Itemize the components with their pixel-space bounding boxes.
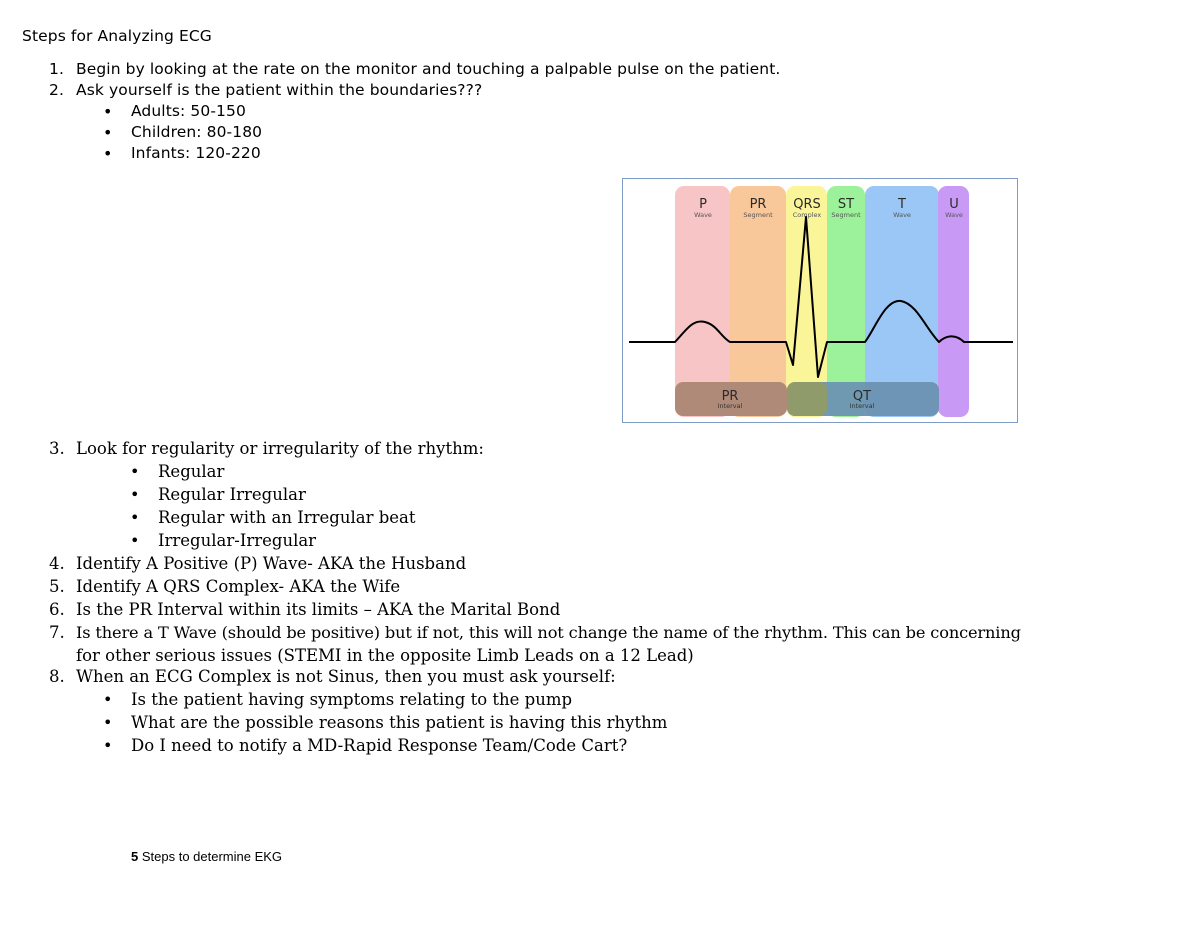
bullet-icon: •: [130, 531, 140, 550]
step-2-number: 2.: [49, 81, 64, 99]
segment-label-st: ST: [837, 197, 855, 212]
bullet-icon: •: [130, 485, 140, 504]
step-8-bullet-symptoms: Is the patient having symptoms relating to the pump: [131, 690, 573, 709]
step-1-text: Begin by looking at the rate on the monitor and touching a palpable pulse on the patient.: [76, 60, 781, 78]
interval-sublabel-qt: Interval: [849, 402, 875, 410]
ecg-waveform-figure: [622, 178, 1018, 423]
document-title: Steps for Analyzing ECG: [22, 27, 212, 45]
footer-note: [131, 849, 282, 864]
step-4-text: Identify A Positive (P) Wave- AKA the Husband: [76, 554, 467, 573]
step-4-number: 4.: [49, 554, 65, 573]
ecg-waveform-svg: [623, 179, 1017, 422]
bullet-icon: •: [103, 123, 113, 142]
segment-label-p: P: [699, 197, 707, 212]
bullet-icon: •: [103, 713, 113, 732]
segment-label-pr: PR: [749, 197, 767, 212]
step-3-text: Look for regularity or irregularity of the rhythm:: [76, 439, 484, 458]
step-2-bullet-infants: Infants: 120-220: [131, 144, 261, 162]
step-3-bullet-irregular-beat: Regular with an Irregular beat: [158, 508, 416, 527]
segment-sublabel-t: Wave: [893, 211, 911, 219]
step-8-number: 8.: [49, 667, 65, 686]
segment-sublabel-u: Wave: [945, 211, 963, 219]
bullet-icon: •: [130, 462, 140, 481]
step-3-bullet-regular: Regular: [158, 462, 225, 481]
step-8-bullet-notify: Do I need to notify a MD-Rapid Response Team/Code Cart?: [131, 736, 628, 755]
bullet-icon: •: [103, 144, 113, 163]
step-3-bullet-irregular-irregular: Irregular-Irregular: [158, 531, 317, 550]
step-5-text: Identify A QRS Complex- AKA the Wife: [76, 577, 401, 596]
footer-text: Steps to determine EKG: [141, 849, 283, 864]
step-2-bullet-adults: Adults: 50-150: [131, 102, 246, 120]
interval-sublabel-pr: Interval: [717, 402, 743, 410]
bullet-icon: •: [130, 508, 140, 527]
interval-qt-overlap: [787, 382, 827, 416]
step-2-text: Ask yourself is the patient within the boundaries???: [76, 81, 483, 99]
step-8-text: When an ECG Complex is not Sinus, then you must ask yourself:: [76, 667, 616, 686]
segment-sublabel-st: Segment: [831, 211, 861, 219]
step-7-number: 7.: [49, 623, 65, 642]
footer-number: 5: [131, 849, 139, 864]
bullet-icon: •: [103, 102, 113, 121]
segment-label-t: T: [898, 197, 906, 212]
interval-label-pr: PR: [721, 389, 739, 404]
segment-u-wave: [938, 186, 969, 417]
step-3-number: 3.: [49, 439, 65, 458]
bullet-icon: •: [103, 690, 113, 709]
interval-label-qt: QT: [852, 389, 872, 404]
step-8-bullet-reasons: What are the possible reasons this patient is having this rhythm: [131, 713, 668, 732]
step-5-number: 5.: [49, 577, 65, 596]
segment-sublabel-qrs: Complex: [792, 211, 822, 219]
segment-label-u: U: [949, 197, 959, 212]
bullet-icon: •: [103, 736, 113, 755]
step-7-text: Is there a T Wave (should be positive) but if not, this will not change the name of the rhythm. This can be concerning: [76, 623, 1021, 642]
segment-sublabel-p: Wave: [694, 211, 712, 219]
step-2-bullet-children: Children: 80-180: [131, 123, 263, 141]
segment-label-qrs: QRS: [793, 197, 821, 212]
step-3-bullet-regular-irregular: Regular Irregular: [158, 485, 306, 504]
segment-sublabel-pr: Segment: [743, 211, 773, 219]
step-7-text-continued: for other serious issues (STEMI in the opposite Limb Leads on a 12 Lead): [76, 646, 694, 665]
step-1-number: 1.: [49, 60, 64, 78]
step-6-text: Is the PR Interval within its limits – AKA the Marital Bond: [76, 600, 561, 619]
step-6-number: 6.: [49, 600, 65, 619]
